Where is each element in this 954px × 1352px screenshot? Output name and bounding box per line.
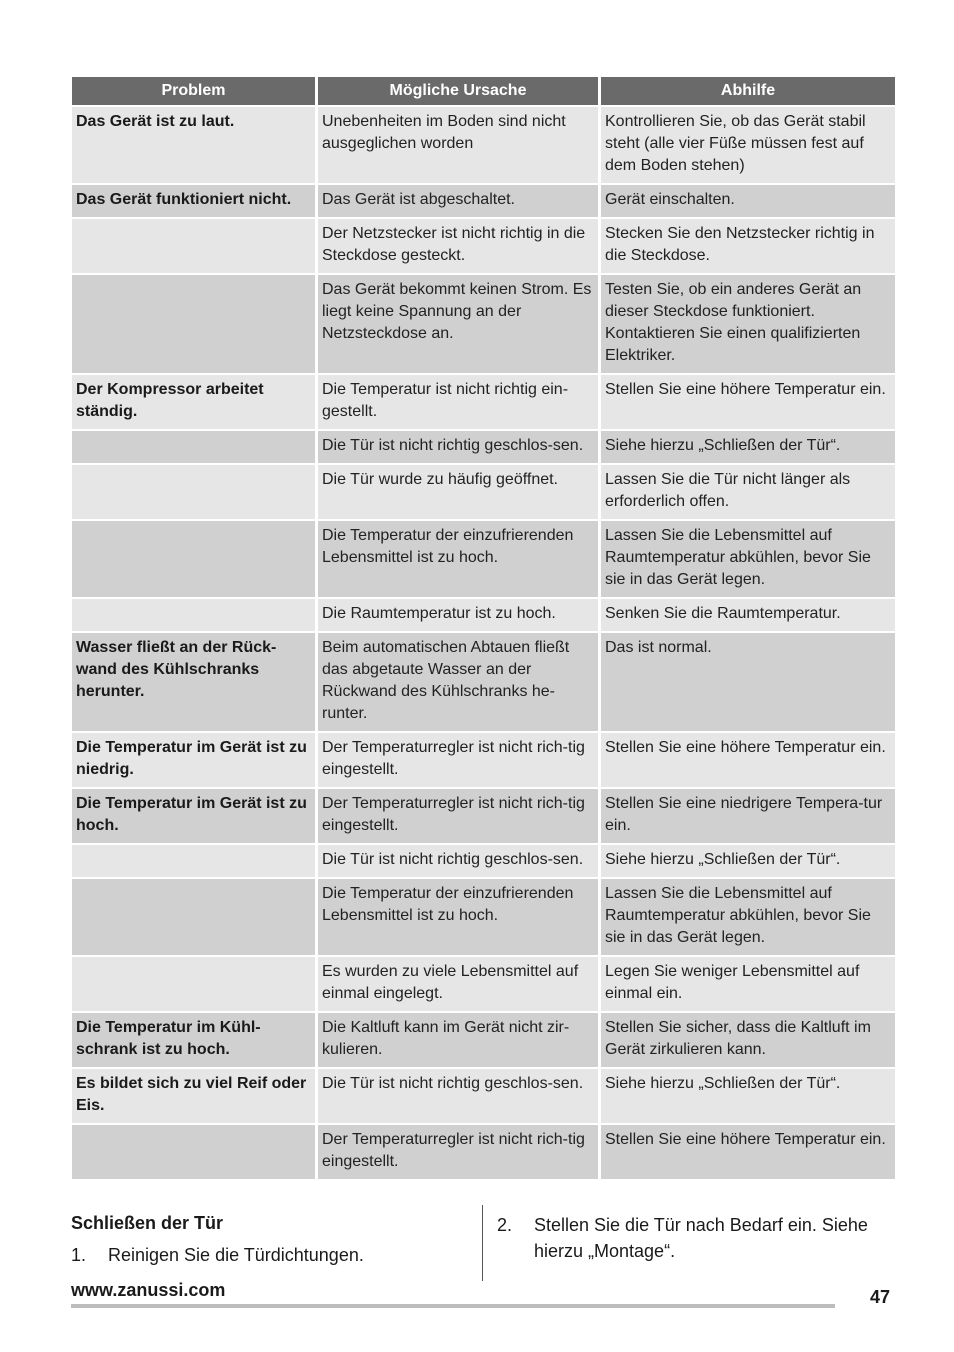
cell-remedy: Senken Sie die Raumtemperatur. <box>601 599 895 631</box>
cell-cause: Die Temperatur der einzufrierenden Lebensmittel ist zu hoch. <box>318 879 598 955</box>
table-row <box>72 633 895 731</box>
cell-problem: Der Kompressor arbeitet ständig. <box>72 375 315 429</box>
cell-problem <box>72 219 315 273</box>
table-row <box>72 1013 895 1067</box>
table-row <box>72 879 895 955</box>
table-row <box>72 219 895 273</box>
cell-remedy: Siehe hierzu „Schließen der Tür“. <box>601 845 895 877</box>
table-body <box>72 107 895 1179</box>
cell-cause: Die Tür ist nicht richtig geschlos-sen. <box>318 1069 598 1123</box>
table-row <box>72 431 895 463</box>
table-row <box>72 465 895 519</box>
cell-remedy: Stecken Sie den Netzstecker richtig in die Steckdose. <box>601 219 895 273</box>
section-title: Schließen der Tür <box>71 1213 224 1233</box>
header-cause: Mögliche Ursache <box>318 77 598 105</box>
table-header-row <box>72 77 895 105</box>
cell-problem: Die Temperatur im Kühl-schrank ist zu hoch. <box>72 1013 315 1067</box>
cell-cause: Das Gerät bekommt keinen Strom. Es liegt keine Spannung an der Netzsteckdose an. <box>318 275 598 373</box>
step-number: 1. <box>71 1245 87 1265</box>
troubleshooting-table <box>69 75 898 1181</box>
cell-cause: Die Temperatur der einzufrierenden Lebensmittel ist zu hoch. <box>318 521 598 597</box>
cell-remedy: Stellen Sie sicher, dass die Kaltluft im Gerät zirkulieren kann. <box>601 1013 895 1067</box>
table-row <box>72 845 895 877</box>
cell-cause: Unebenheiten im Boden sind nicht ausgeglichen worden <box>318 107 598 183</box>
cell-remedy: Legen Sie weniger Lebensmittel auf einmal ein. <box>601 957 895 1011</box>
cell-problem <box>72 431 315 463</box>
cell-problem <box>72 957 315 1011</box>
cell-cause: Der Netzstecker ist nicht richtig in die Steckdose gesteckt. <box>318 219 598 273</box>
cell-cause: Der Temperaturregler ist nicht rich-tig eingestellt. <box>318 733 598 787</box>
cell-remedy: Stellen Sie eine höhere Temperatur ein. <box>601 375 895 429</box>
table-row <box>72 957 895 1011</box>
table-row <box>72 1125 895 1179</box>
cell-problem: Die Temperatur im Gerät ist zu niedrig. <box>72 733 315 787</box>
cell-remedy: Lassen Sie die Lebensmittel auf Raumtemperatur abkühlen, bevor Sie sie in das Gerät legen. <box>601 521 895 597</box>
cell-problem <box>72 1125 315 1179</box>
table-row <box>72 599 895 631</box>
cell-problem: Die Temperatur im Gerät ist zu hoch. <box>72 789 315 843</box>
cell-remedy: Lassen Sie die Lebensmittel auf Raumtemperatur abkühlen, bevor Sie sie in das Gerät legen. <box>601 879 895 955</box>
cell-problem: Das Gerät ist zu laut. <box>72 107 315 183</box>
cell-cause: Die Temperatur ist nicht richtig ein-gestellt. <box>318 375 598 429</box>
footer-rule <box>71 1304 835 1308</box>
cell-cause: Die Tür ist nicht richtig geschlos-sen. <box>318 845 598 877</box>
cell-problem <box>72 465 315 519</box>
cell-cause: Der Temperaturregler ist nicht rich-tig eingestellt. <box>318 1125 598 1179</box>
cell-cause: Beim automatischen Abtauen fließt das abgetaute Wasser an der Rückwand des Kühlschranks he-runter. <box>318 633 598 731</box>
table-row <box>72 185 895 217</box>
cell-remedy: Siehe hierzu „Schließen der Tür“. <box>601 1069 895 1123</box>
cell-problem <box>72 879 315 955</box>
cell-problem <box>72 275 315 373</box>
cell-cause: Die Tür wurde zu häufig geöffnet. <box>318 465 598 519</box>
step-number: 2. <box>497 1215 513 1235</box>
cell-remedy: Stellen Sie eine niedrigere Tempera-tur ein. <box>601 789 895 843</box>
step-text: Stellen Sie die Tür nach Bedarf ein. Siehe hierzu „Montage“. <box>534 1215 868 1261</box>
header-problem: Problem <box>72 77 315 105</box>
cell-cause: Der Temperaturregler ist nicht rich-tig eingestellt. <box>318 789 598 843</box>
table-row <box>72 789 895 843</box>
cell-problem: Es bildet sich zu viel Reif oder Eis. <box>72 1069 315 1123</box>
cell-cause: Die Kaltluft kann im Gerät nicht zir-kulieren. <box>318 1013 598 1067</box>
cell-remedy: Siehe hierzu „Schließen der Tür“. <box>601 431 895 463</box>
cell-problem <box>72 521 315 597</box>
cell-problem <box>72 599 315 631</box>
cell-cause: Die Tür ist nicht richtig geschlos-sen. <box>318 431 598 463</box>
table-row <box>72 375 895 429</box>
table-row <box>72 733 895 787</box>
header-remedy: Abhilfe <box>601 77 895 105</box>
cell-remedy: Stellen Sie eine höhere Temperatur ein. <box>601 733 895 787</box>
table-row <box>72 107 895 183</box>
cell-problem: Das Gerät funktioniert nicht. <box>72 185 315 217</box>
table-row <box>72 1069 895 1123</box>
cell-remedy: Stellen Sie eine höhere Temperatur ein. <box>601 1125 895 1179</box>
cell-cause: Es wurden zu viele Lebensmittel auf einmal eingelegt. <box>318 957 598 1011</box>
step-2 <box>497 1212 897 1264</box>
cell-remedy: Das ist normal. <box>601 633 895 731</box>
cell-problem: Wasser fließt an der Rück-wand des Kühlschranks herunter. <box>72 633 315 731</box>
cell-remedy: Testen Sie, ob ein anderes Gerät an dieser Steckdose funktioniert. Kontaktieren Sie einen qualifizierten Elektriker. <box>601 275 895 373</box>
cell-remedy: Lassen Sie die Tür nicht länger als erforderlich offen. <box>601 465 895 519</box>
step-1 <box>71 1242 471 1268</box>
column-divider <box>482 1205 483 1281</box>
page-number: 47 <box>870 1287 891 1307</box>
footer-url: www.zanussi.com <box>71 1280 226 1300</box>
table-row <box>72 521 895 597</box>
cell-cause: Die Raumtemperatur ist zu hoch. <box>318 599 598 631</box>
cell-remedy: Gerät einschalten. <box>601 185 895 217</box>
cell-problem <box>72 845 315 877</box>
table-row <box>72 275 895 373</box>
step-text: Reinigen Sie die Türdichtungen. <box>108 1245 364 1265</box>
cell-remedy: Kontrollieren Sie, ob das Gerät stabil steht (alle vier Füße müssen fest auf dem Boden stehen) <box>601 107 895 183</box>
cell-cause: Das Gerät ist abgeschaltet. <box>318 185 598 217</box>
